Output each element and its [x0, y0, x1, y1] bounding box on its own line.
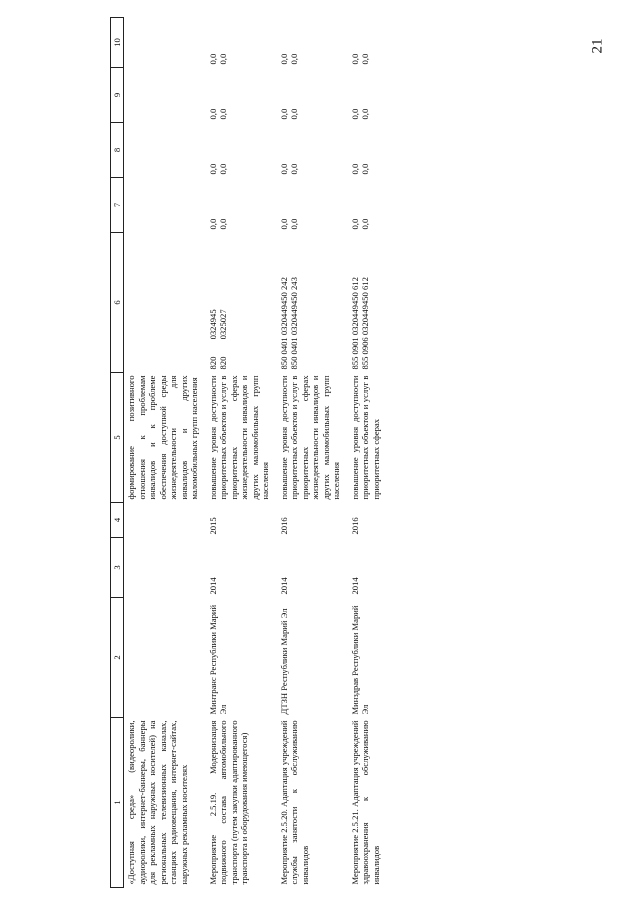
- header-row: [111, 18, 124, 888]
- value-cell-9: [124, 68, 202, 123]
- value-cell-9: 0,0 0,0: [207, 108, 229, 120]
- col-header-5: 5: [111, 373, 124, 503]
- result-cell: повышение уровня доступности приоритетных объектов и услуг в приоритетных сферах жизнедеятельности инвалидов и других маломобильных групп населения: [278, 375, 342, 500]
- end-year-cell: 2016: [278, 517, 289, 535]
- executor-cell: Минтранс Республики Марий Эл: [207, 604, 229, 715]
- end-year-cell: 2015: [207, 517, 218, 535]
- executor-cell: ДТЗН Республики Марий Эл: [278, 608, 289, 715]
- col-header-7: 7: [111, 178, 124, 233]
- result-cell: повышение уровня доступности приоритетных объектов и услуг в приоритетных сферах жизнедеятельности инвалидов и других маломобильных групп населения: [207, 375, 271, 500]
- budget-code-cell: [124, 233, 202, 373]
- budget-code-cell: 850 0401 0320449450 242 850 0401 0320449450 243: [278, 277, 300, 370]
- value-cell-7: [124, 178, 202, 233]
- value-cell-9: 0,0 0,0: [349, 108, 371, 120]
- col-header-4: 4: [111, 503, 124, 538]
- col-header-1: 1: [111, 718, 124, 888]
- value-cell-8: 0,0 0,0: [349, 163, 371, 175]
- measure-cell: Мероприятие 2.5.21. Адаптация учреждений здравоохранения к обслуживанию инвалидов: [349, 720, 381, 885]
- end-year-cell: [124, 503, 202, 538]
- value-cell-8: [124, 123, 202, 178]
- col-header-10: 10: [111, 18, 124, 68]
- budget-code-cell: 820 0324945 820 0325027: [207, 309, 229, 370]
- end-year-cell: 2016: [349, 517, 360, 535]
- value-cell-8: 0,0 0,0: [207, 163, 229, 175]
- value-cell-7: 0,0 0,0: [349, 218, 371, 230]
- start-year-cell: 2014: [349, 577, 360, 595]
- executor-cell: Минздрав Республики Марий Эл: [349, 605, 371, 715]
- start-year-cell: 2014: [278, 577, 289, 595]
- col-header-2: 2: [111, 598, 124, 718]
- budget-code-cell: 855 0901 0320449450 612 855 0906 0320449450 612: [349, 277, 371, 370]
- col-header-6: 6: [111, 233, 124, 373]
- executor-cell: [124, 598, 202, 718]
- value-cell-7: 0,0 0,0: [207, 218, 229, 230]
- table-row: [273, 18, 344, 888]
- value-cell-10: 0,0 0,0: [207, 53, 229, 65]
- measure-cell: «Доступная среда» (видеоролики, аудиоролики, интернет-баннеры, баннеры для рекламных наружных носителей) на региональных телевизионных каналах, станциях радиовещания, интернет-сайтах, наружных рекламных носителях: [126, 720, 189, 885]
- result-cell: формирование позитивного отношения к проблемам инвалидов и к проблеме обеспечения доступной среды жизнедеятельности для инвалидов и других маломобильных групп населения: [126, 375, 200, 500]
- start-year-cell: 2014: [207, 577, 218, 595]
- table-row: [202, 18, 273, 888]
- col-header-8: 8: [111, 123, 124, 178]
- measure-cell: Мероприятие 2.5.19. Модернизация подвижного состава автомобильного транспорта (путем закупки адаптированного транспорта и оборудования имеющегося): [207, 720, 250, 885]
- rotated-table-container: [110, 18, 590, 888]
- measure-cell: Мероприятие 2.5.20. Адаптация учреждений службы занятости к обслуживанию инвалидов: [278, 720, 310, 885]
- table-row: [344, 18, 383, 888]
- col-header-9: 9: [111, 68, 124, 123]
- value-cell-10: [124, 18, 202, 68]
- value-cell-10: 0,0 0,0: [349, 53, 371, 65]
- col-header-3: 3: [111, 538, 124, 598]
- value-cell-8: 0,0 0,0: [278, 163, 300, 175]
- page-number: 21: [589, 38, 606, 54]
- start-year-cell: [124, 538, 202, 598]
- value-cell-7: 0,0 0,0: [278, 218, 300, 230]
- program-table: [110, 17, 383, 888]
- table-row: [124, 18, 202, 888]
- value-cell-9: 0,0 0,0: [278, 108, 300, 120]
- value-cell-10: 0,0 0,0: [278, 53, 300, 65]
- result-cell: повышение уровня доступности приоритетных объектов и услуг в приоритетных сферах: [349, 375, 381, 500]
